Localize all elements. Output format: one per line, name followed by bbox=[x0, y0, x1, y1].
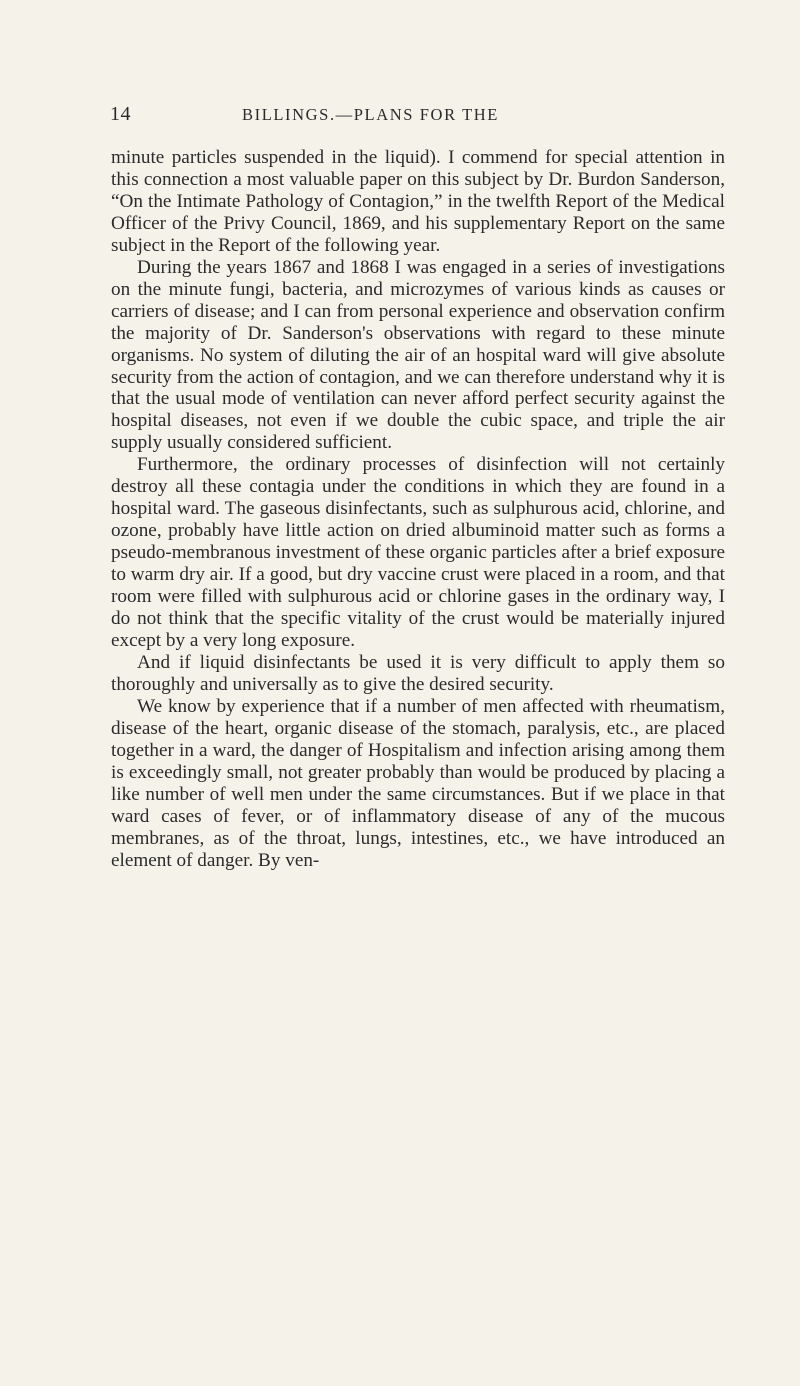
running-title: BILLINGS.—PLANS FOR THE bbox=[242, 105, 499, 124]
paragraph-disinfection: Furthermore, the ordinary processes of disinfection will not certainly destroy all these contagia under the conditions in which they are found in a hospital ward. The gaseous disinfectants, such as sulphurous acid, chlorine, and ozone, probably have little action on dried albuminoid matter such as forms a pseudo-membranous investment of these organic particles after a brief exposure to warm dry air. If a good, but dry vaccine crust were placed in a room, and that room were filled with sulphurous acid or chlorine gases in the ordinary way, I do not think that the specific vitality of the crust would be materially injured except by a very long exposure. bbox=[111, 454, 725, 651]
paragraph-continued: minute particles suspended in the liquid). I commend for special attention in this connection a most valuable paper on this subject by Dr. Burdon Sanderson, “On the Intimate Pathology of Contagion,” in the twelfth Report of the Medical Officer of the Privy Council, 1869, and his supplementary Report on the same subject in the Report of the following year. bbox=[111, 147, 725, 256]
page-number: 14 bbox=[110, 103, 131, 125]
running-head bbox=[110, 103, 726, 131]
body-text bbox=[111, 147, 725, 871]
paragraph-experience: We know by experience that if a number of men affected with rheumatism, disease of the heart, organic disease of the stomach, paralysis, etc., are placed together in a ward, the danger of Hospitalism and infection arising among them is exceedingly small, not greater probably than would be produced by placing a like number of well men under the same circumstances. But if we place in that ward cases of fever, or of inflammatory disease of any of the mucous membranes, as of the throat, lungs, intestines, etc., we have introduced an element of danger. By ven- bbox=[111, 695, 725, 871]
paragraph-investigations: During the years 1867 and 1868 I was engaged in a series of investigations on the minute fungi, bacteria, and microzymes of various kinds as causes or carriers of disease; and I can from personal experience and observation confirm the majority of Dr. Sanderson's observations with regard to these minute organisms. No system of diluting the air of an hospital ward will give absolute security from the action of contagion, and we can therefore understand why it is that the usual mode of ventilation can never afford perfect security against the hospital diseases, not even if we double the cubic space, and triple the air supply usually considered sufficient. bbox=[111, 256, 725, 454]
paragraph-liquid-disinfectants: And if liquid disinfectants be used it is very difficult to apply them so thoroughly and universally as to give the desired security. bbox=[111, 651, 725, 695]
